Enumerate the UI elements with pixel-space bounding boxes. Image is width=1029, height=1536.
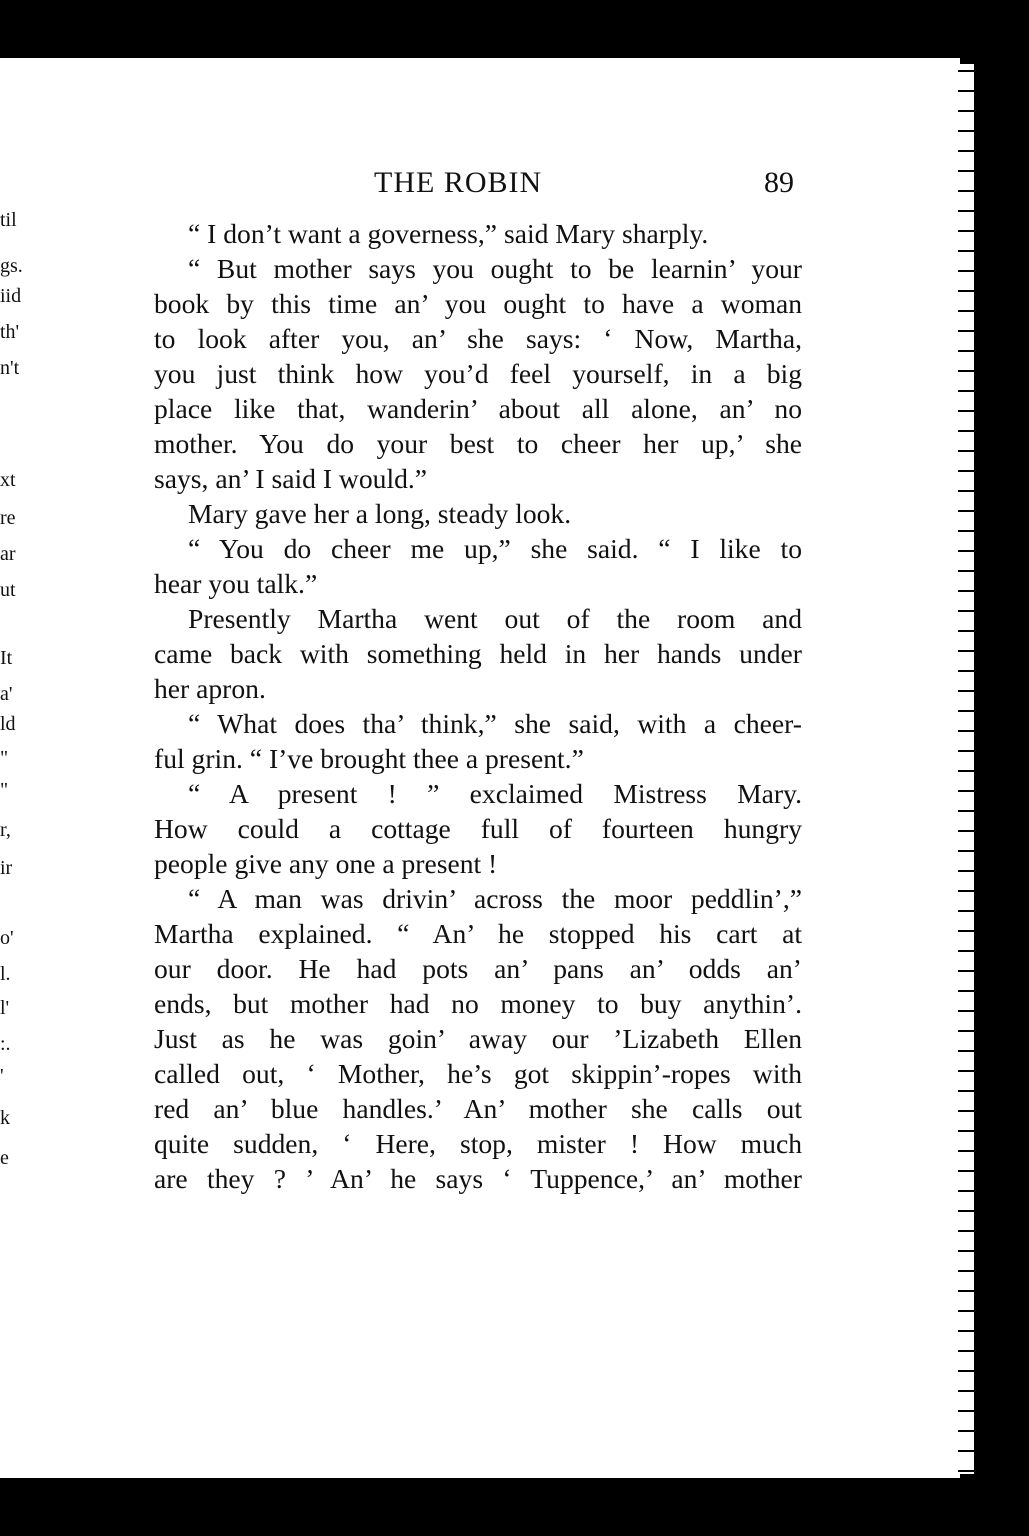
text-line: people give any one a present ! (154, 848, 498, 879)
text-line: red an’ blue handles.’ An’ mother she calls out (154, 1093, 802, 1124)
top-edge-shadow (72, 44, 1022, 50)
facing-page-fragment: th' (0, 321, 20, 343)
facing-page-fragment: ut (0, 579, 16, 601)
text-line: “ What does tha’ think,” she said, with a cheer- (188, 708, 802, 739)
facing-page-fragment: ir (0, 857, 13, 879)
chapter-title: THE ROBIN (374, 166, 543, 199)
text-line: Mary gave her a long, steady look. (188, 498, 572, 529)
facing-page-fragment: ar (0, 543, 16, 565)
text-line: mother. You do your best to cheer her up,’ she (154, 428, 802, 459)
facing-page-fragment: l. (0, 963, 11, 985)
facing-page-fragment: :. (0, 1033, 11, 1055)
text-line: Presently Martha went out of the room and (188, 603, 802, 634)
text-line: book by this time an’ you ought to have a woman (154, 288, 802, 319)
text-line: place like that, wanderin’ about all alone, an’ no (154, 393, 802, 424)
text-line: How could a cottage full of fourteen hungry (154, 813, 802, 844)
facing-page-edge (0, 58, 38, 1478)
text-line: hear you talk.” (154, 568, 318, 599)
text-line: came back with something held in her hands under (154, 638, 802, 669)
facing-page-fragment: a' (0, 683, 13, 705)
facing-page-fragment: k (0, 1107, 10, 1129)
facing-page-fragment: re (0, 507, 16, 529)
text-line: her apron. (154, 673, 266, 704)
text-line: quite sudden, ‘ Here, stop, mister ! How much (154, 1128, 802, 1159)
text-line: Martha explained. “ An’ he stopped his cart at (154, 918, 802, 949)
binding-edge (958, 64, 974, 1474)
running-head (38, 166, 960, 206)
text-line: called out, ‘ Mother, he’s got skippin’-ropes with (154, 1058, 802, 1089)
text-line: ends, but mother had no money to buy anythin’. (154, 988, 802, 1019)
facing-page-fragment: " (0, 779, 9, 801)
text-line: “ I don’t want a governess,” said Mary sharply. (188, 218, 709, 249)
text-line: “ You do cheer me up,” she said. “ I like to (188, 533, 802, 564)
text-line: “ A man was drivin’ across the moor peddlin’,” (188, 883, 802, 914)
facing-page-fragment: l' (0, 997, 10, 1019)
text-line: are they ? ’ An’ he says ‘ Tuppence,’ an’ mother (154, 1163, 802, 1194)
text-line: you just think how you’d feel yourself, in a big (154, 358, 802, 389)
facing-page-fragment: gs. (0, 255, 23, 277)
facing-page-fragment: ld (0, 713, 16, 735)
text-line: says, an’ I said I would.” (154, 463, 428, 494)
text-line: ful grin. “ I’ve brought thee a present.” (154, 743, 584, 774)
facing-page-fragment: o' (0, 927, 14, 949)
facing-page-fragment: It (0, 647, 13, 669)
facing-page-fragment: e (0, 1147, 9, 1169)
book-page (38, 58, 960, 1478)
body-text (154, 216, 802, 1196)
facing-page-fragment: xt (0, 469, 16, 491)
text-line: “ A present ! ” exclaimed Mistress Mary. (188, 778, 802, 809)
text-line: to look after you, an’ she says: ‘ Now, Martha, (154, 323, 802, 354)
page-number: 89 (764, 166, 794, 199)
facing-page-fragment: ' (0, 1065, 4, 1087)
text-line: Just as he was goin’ away our ’Lizabeth Ellen (154, 1023, 802, 1054)
facing-page-fragment: " (0, 747, 9, 769)
text-line: “ But mother says you ought to be learnin’ your (188, 253, 802, 284)
facing-page-fragment: til (0, 209, 17, 231)
facing-page-fragment: n't (0, 357, 20, 379)
facing-page-fragment: iid (0, 285, 22, 307)
text-line: our door. He had pots an’ pans an’ odds an’ (154, 953, 802, 984)
facing-page-fragment: r, (0, 819, 11, 841)
